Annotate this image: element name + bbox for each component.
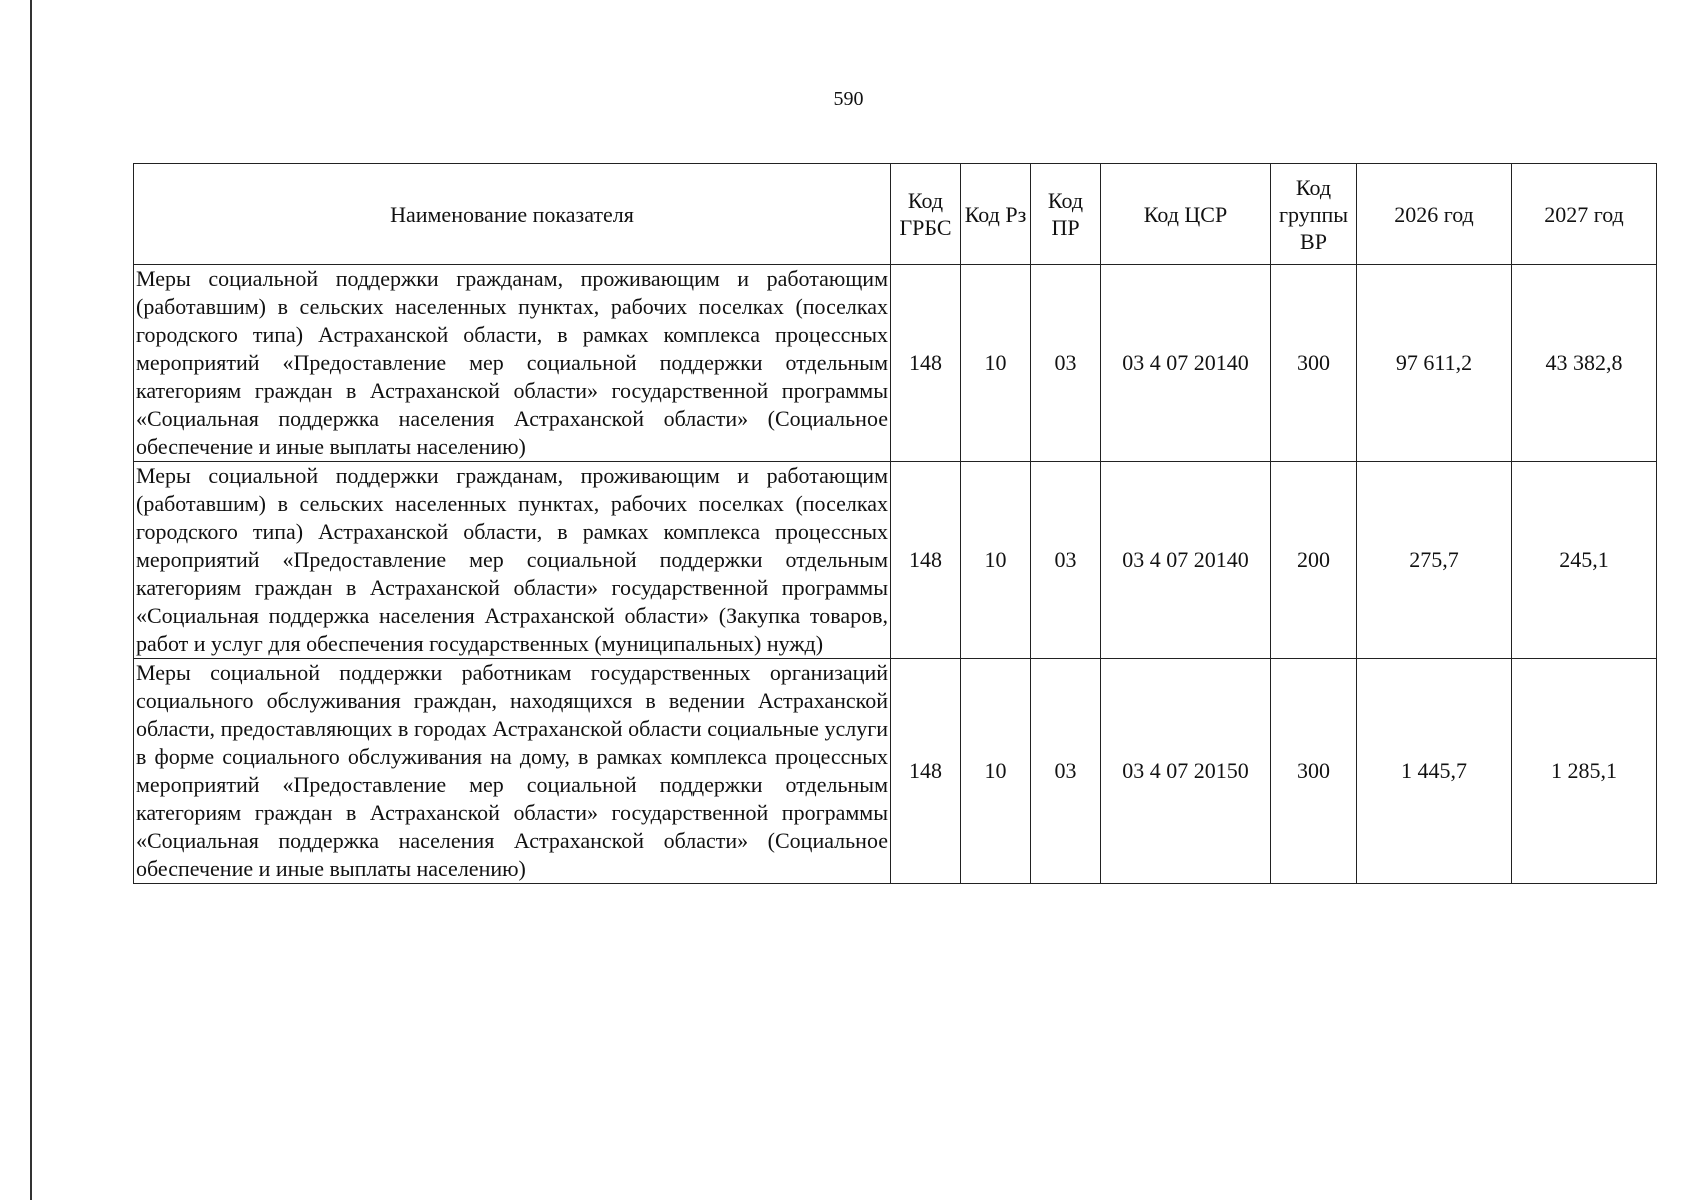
row-vr: 300	[1271, 659, 1357, 884]
header-rz: Код Рз	[961, 164, 1031, 265]
row-2027: 1 285,1	[1512, 659, 1657, 884]
table-header-row	[134, 164, 1657, 265]
budget-table	[133, 163, 1657, 884]
row-vr: 200	[1271, 462, 1357, 659]
row-pr: 03	[1031, 462, 1101, 659]
row-2026: 275,7	[1357, 462, 1512, 659]
scan-edge-line	[30, 0, 32, 1200]
row-pr: 03	[1031, 659, 1101, 884]
row-pr: 03	[1031, 265, 1101, 462]
row-2026: 1 445,7	[1357, 659, 1512, 884]
row-vr: 300	[1271, 265, 1357, 462]
row-grbs: 148	[891, 659, 961, 884]
row-name: Меры социальной поддержки гражданам, проживающим и работающим (работавшим) в сельских населенных пунктах, рабочих поселках (поселках городского типа) Астраханской области, в рамках комплекса процессных мероприятий «Предоставление мер социальной поддержки отдельным категориям граждан в Астраханской области» государственной программы «Социальная поддержка населения Астраханской области» (Закупка товаров, работ и услуг для обеспечения государственных (муниципальных) нужд)	[134, 462, 891, 659]
header-pr: Код ПР	[1031, 164, 1101, 265]
row-csr: 03 4 07 20150	[1101, 659, 1271, 884]
table-row	[134, 659, 1657, 884]
header-vr: Код группы ВР	[1271, 164, 1357, 265]
row-csr: 03 4 07 20140	[1101, 462, 1271, 659]
table-row	[134, 462, 1657, 659]
row-rz: 10	[961, 659, 1031, 884]
header-grbs: Код ГРБС	[891, 164, 961, 265]
row-2027: 43 382,8	[1512, 265, 1657, 462]
header-2026: 2026 год	[1357, 164, 1512, 265]
header-csr: Код ЦСР	[1101, 164, 1271, 265]
header-name: Наименование показателя	[134, 164, 891, 265]
row-rz: 10	[961, 265, 1031, 462]
row-csr: 03 4 07 20140	[1101, 265, 1271, 462]
row-2027: 245,1	[1512, 462, 1657, 659]
row-grbs: 148	[891, 462, 961, 659]
row-2026: 97 611,2	[1357, 265, 1512, 462]
row-rz: 10	[961, 462, 1031, 659]
row-grbs: 148	[891, 265, 961, 462]
row-name: Меры социальной поддержки работникам государственных организаций социального обслуживания граждан, находящихся в ведении Астраханской области, предоставляющих в городах Астраханской области социальные услуги в форме социального обслуживания на дому, в рамках комплекса процессных мероприятий «Предоставление мер социальной поддержки отдельным категориям граждан в Астраханской области» государственной программы «Социальная поддержка населения Астраханской области» (Социальное обеспечение и иные выплаты населению)	[134, 659, 891, 884]
page-number: 590	[833, 88, 864, 110]
header-2027: 2027 год	[1512, 164, 1657, 265]
table-row	[134, 265, 1657, 462]
row-name: Меры социальной поддержки гражданам, проживающим и работающим (работавшим) в сельских населенных пунктах, рабочих поселках (поселках городского типа) Астраханской области, в рамках комплекса процессных мероприятий «Предоставление мер социальной поддержки отдельным категориям граждан в Астраханской области» государственной программы «Социальная поддержка населения Астраханской области» (Социальное обеспечение и иные выплаты населению)	[134, 265, 891, 462]
